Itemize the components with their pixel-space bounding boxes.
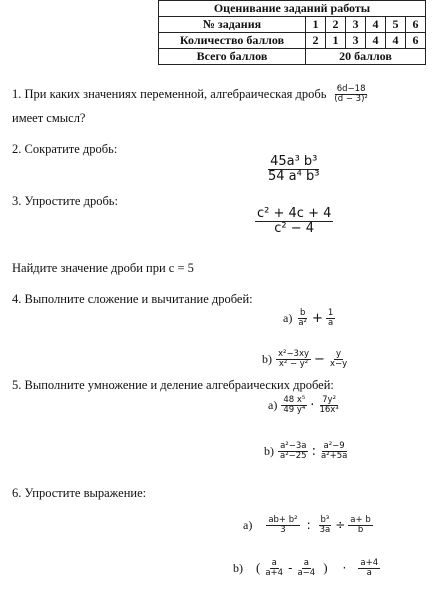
fraction — [266, 516, 299, 535]
question-2-text: 2. Сократите дробь: — [12, 142, 118, 156]
fraction — [296, 309, 309, 328]
fraction-numerator: a²−3a — [280, 441, 307, 451]
operator: ÷ — [335, 518, 346, 533]
fraction — [255, 207, 333, 235]
fraction-denominator: 49 y⁴ — [283, 404, 306, 415]
question-1-continuation: имеет смысл? — [12, 111, 86, 125]
operator: · — [342, 561, 347, 576]
fraction-denominator: a²−25 — [280, 450, 307, 461]
fraction-numerator: a+4 — [360, 558, 379, 568]
fraction-denominator: 3a — [319, 524, 331, 535]
fraction-denominator: a — [366, 567, 372, 578]
grading-table — [158, 0, 426, 65]
fraction-denominator: 16x³ — [319, 404, 339, 415]
fraction-numerator: 1 — [327, 308, 334, 318]
question-5b-expression — [264, 442, 349, 461]
fraction-numerator: 7y² — [322, 395, 336, 405]
fraction-numerator: 45a³ b³ — [270, 154, 318, 169]
fraction-denominator: a — [327, 317, 334, 328]
operator: · — [310, 397, 315, 413]
fraction — [328, 350, 349, 369]
fraction-denominator: b — [357, 524, 364, 535]
fraction — [318, 516, 333, 535]
task-number-4: 4 — [366, 17, 386, 33]
fraction-numerator: a²−9 — [323, 441, 345, 451]
fraction-numerator: b — [299, 308, 306, 318]
fraction-denominator: c² − 4 — [274, 220, 315, 236]
question-4-text: 4. Выполните сложение и вычитание дробей: — [12, 292, 253, 306]
left-paren: ( — [256, 560, 261, 576]
fraction-denominator: a²+5a — [320, 450, 348, 461]
question-2-expression — [266, 155, 321, 183]
operator: - — [288, 561, 293, 576]
operator: : — [306, 518, 311, 533]
task-number-2: 2 — [326, 17, 346, 33]
fraction-denominator: a−4 — [297, 567, 316, 578]
operator: : — [311, 443, 316, 459]
fraction — [276, 350, 311, 369]
fraction-numerator: ab+ b² — [268, 515, 298, 525]
fraction — [317, 396, 340, 415]
operator: − — [314, 351, 325, 367]
question-1-text: 1. При каких значениях переменной, алгебраическая дробь — [12, 86, 327, 101]
item-label: а) — [243, 517, 253, 532]
task-number-6: 6 — [406, 17, 426, 33]
points-1: 2 — [306, 33, 326, 49]
question-4b-expression — [262, 350, 349, 369]
question-1-fraction — [332, 85, 369, 104]
item-label: b) — [233, 560, 243, 575]
points-label: Количество баллов — [159, 33, 306, 49]
fraction-denominator: 3 — [280, 524, 286, 535]
points-6: 6 — [406, 33, 426, 49]
task-number-3: 3 — [346, 17, 366, 33]
question-3-subtask: Найдите значение дроби при c = 5 — [12, 261, 194, 275]
fraction-numerator: a — [303, 558, 309, 568]
fraction-numerator: 6d−18 — [336, 84, 366, 94]
total-value: 20 баллов — [306, 49, 426, 65]
table-title: Оценивание заданий работы — [159, 1, 426, 17]
fraction-numerator: a — [271, 558, 277, 568]
points-3: 3 — [346, 33, 366, 49]
total-label: Всего баллов — [159, 49, 306, 65]
fraction — [278, 442, 309, 461]
question-6a-expression — [243, 516, 373, 535]
fraction-numerator: y — [336, 349, 342, 359]
fraction-numerator: x²−3xy — [278, 349, 310, 359]
question-3-text: 3. Упростите дробь: — [12, 194, 118, 208]
question-6-text: 6. Упростите выражение: — [12, 486, 147, 500]
fraction-denominator: a² — [298, 317, 307, 328]
fraction-numerator: b³ — [320, 515, 330, 525]
question-1 — [12, 85, 370, 104]
question-4a-expression — [283, 309, 335, 328]
fraction-denominator: x−y — [329, 358, 348, 369]
points-2: 1 — [326, 33, 346, 49]
fraction-numerator: 48 x⁵ — [283, 395, 306, 405]
fraction — [295, 559, 317, 578]
fraction-numerator: a+ b — [350, 515, 371, 525]
right-paren: ) — [323, 560, 328, 576]
fraction-denominator: x² − y² — [278, 358, 309, 369]
fraction — [281, 396, 307, 415]
item-label: b) — [262, 351, 272, 366]
question-5-text: 5. Выполните умножение и деление алгебраических дробей: — [12, 378, 334, 392]
fraction — [348, 516, 372, 535]
fraction-denominator: a+4 — [265, 567, 284, 578]
fraction — [266, 155, 321, 183]
item-label: а) — [268, 397, 278, 412]
item-label: b) — [264, 443, 274, 458]
task-number-5: 5 — [386, 17, 406, 33]
task-number-1: 1 — [306, 17, 326, 33]
points-5: 4 — [386, 33, 406, 49]
fraction-numerator: c² + 4c + 4 — [257, 206, 332, 221]
task-number-label: № задания — [159, 17, 306, 33]
fraction — [326, 309, 335, 328]
fraction — [263, 559, 285, 578]
points-4: 4 — [366, 33, 386, 49]
item-label: а) — [283, 310, 293, 325]
operator: + — [311, 310, 323, 326]
fraction — [358, 559, 380, 578]
question-3-expression — [255, 207, 333, 235]
question-5a-expression — [268, 396, 341, 415]
question-6b-expression — [233, 559, 380, 578]
fraction-denominator: (d − 3)² — [334, 93, 368, 104]
fraction-denominator: 54 a⁴ b³ — [268, 168, 320, 184]
fraction — [319, 442, 349, 461]
